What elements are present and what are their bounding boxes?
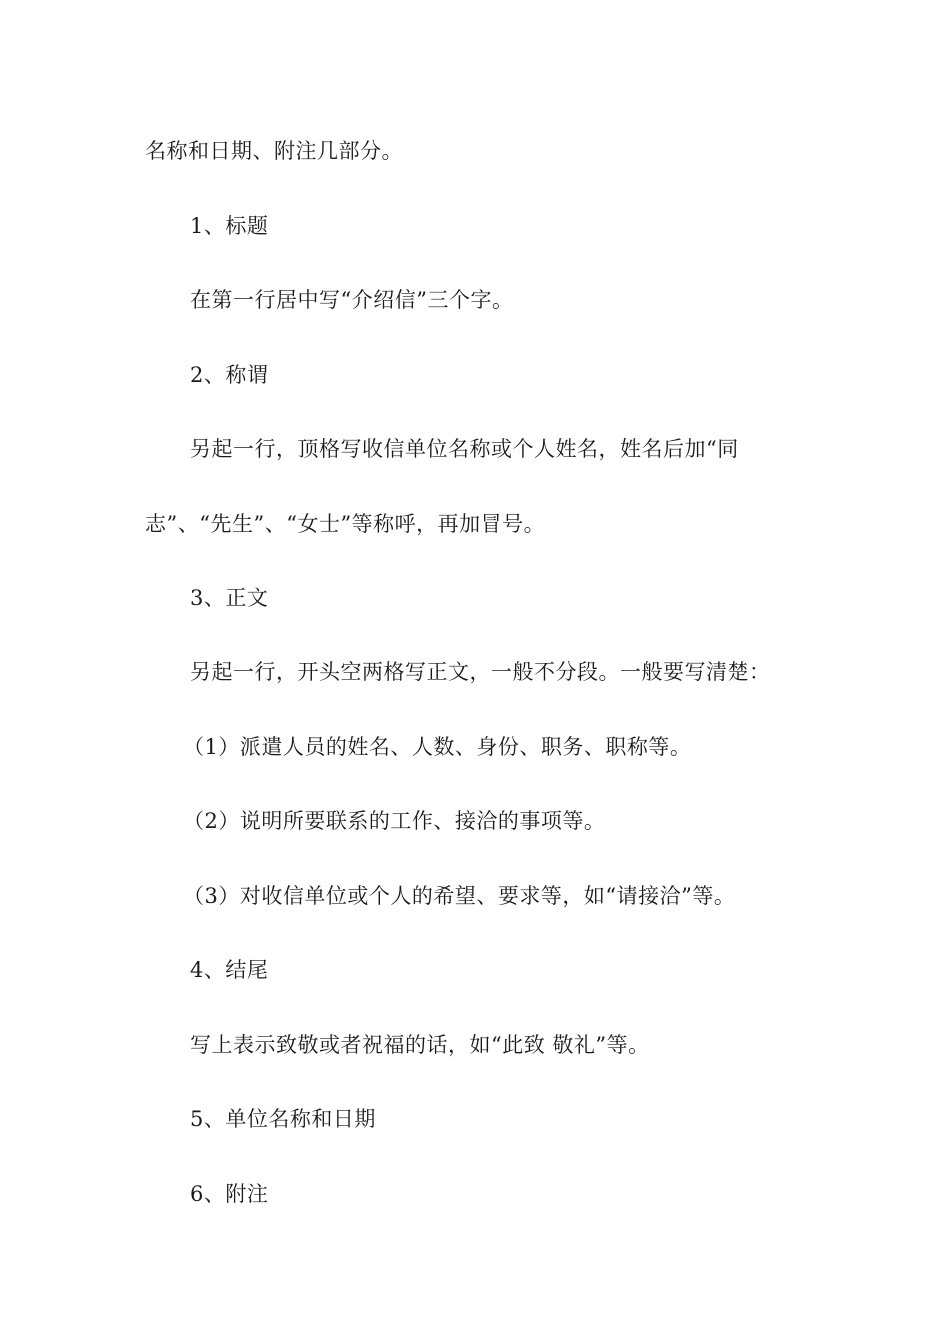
list-item-2: （2）说明所要联系的工作、接洽的事项等。 (183, 809, 606, 833)
paragraph-body-desc: 另起一行，开头空两格写正文，一般不分段。一般要写清楚： (190, 660, 771, 684)
continuation-text: 名称和日期、附注几部分。 (145, 139, 403, 163)
list-item-1: （1）派遣人员的姓名、人数、身份、职务、职称等。 (183, 735, 692, 759)
section-heading-closing: 4、结尾 (190, 958, 269, 982)
paragraph-title-desc: 在第一行居中写“介绍信”三个字。 (190, 288, 514, 312)
paragraph-salutation-line1: 另起一行，顶格写收信单位名称或个人姓名，姓名后加“同 (190, 437, 739, 461)
section-heading-salutation: 2、称谓 (190, 363, 269, 387)
section-heading-notes: 6、附注 (190, 1182, 269, 1206)
paragraph-closing-desc: 写上表示致敬或者祝福的话，如“此致 敬礼”等。 (190, 1033, 650, 1057)
section-heading-title: 1、标题 (190, 214, 269, 238)
section-heading-org-date: 5、单位名称和日期 (190, 1107, 376, 1131)
list-item-3: （3）对收信单位或个人的希望、要求等，如“请接洽”等。 (183, 884, 736, 908)
section-heading-body: 3、正文 (190, 586, 269, 610)
paragraph-salutation-line2: 志”、“先生”、“女士”等称呼，再加冒号。 (145, 512, 546, 536)
